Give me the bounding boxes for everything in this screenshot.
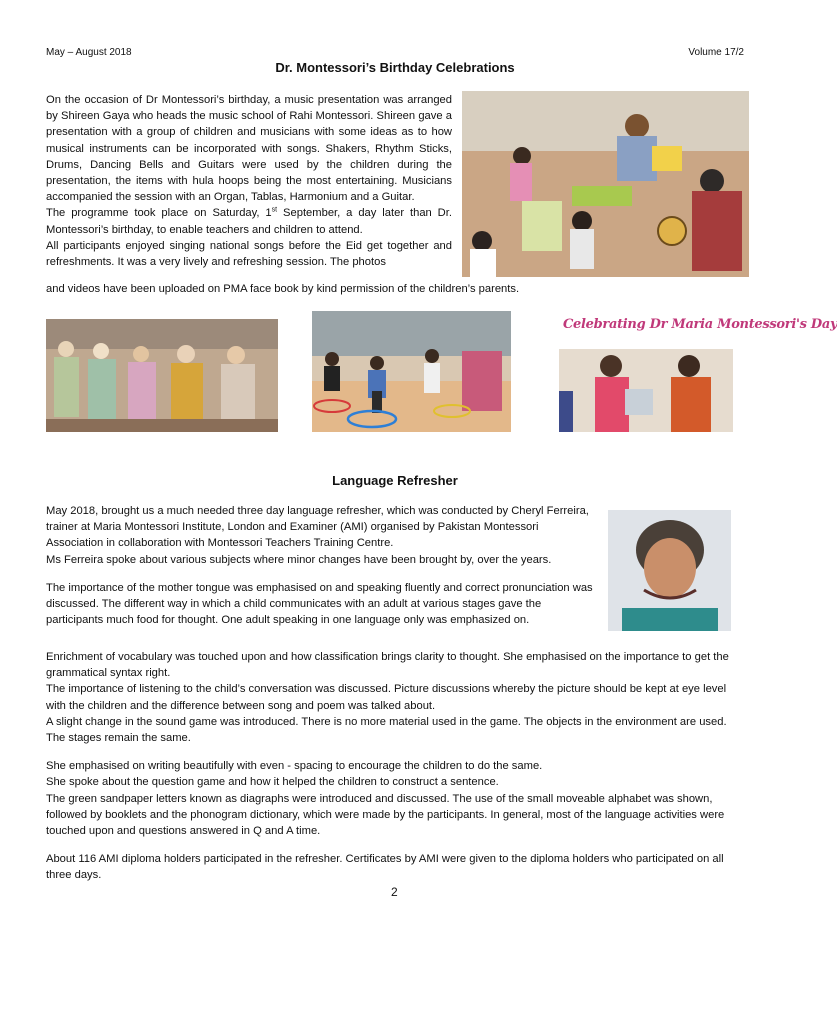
- birthday-text: [46, 92, 452, 270]
- photo-cheryl-ferreira: [608, 510, 731, 631]
- language-paragraph-9: The green sandpaper letters known as diagraphs were introduced and discussed. The use of the small moveable alphabet was shown, followed by booklets and the phonogram dictionary, which were made by the participants. In general, most of the language activities were touched upon and questions answered in Q and A time.: [46, 792, 725, 838]
- photo-celebrating-banner: [559, 311, 837, 432]
- language-paragraph-2: Ms Ferreira spoke about various subjects where minor changes have been brought by, over the years.: [46, 553, 552, 566]
- photo-music-session: [462, 91, 749, 277]
- language-text-top: [46, 503, 594, 628]
- header-date: May – August 2018: [46, 47, 132, 58]
- language-paragraph-8: She spoke about the question game and how it helped the children to construct a sentence.: [46, 776, 499, 789]
- section-title-birthday: Dr. Montessori’s Birthday Celebrations: [275, 60, 515, 75]
- banner-celebrating-text: Celebrating Dr Maria Montessori's Day: [563, 317, 837, 332]
- language-paragraph-5: The importance of listening to the child’s conversation was discussed. Picture discussions whereby the picture should be kept at eye level with the children and the difference between song and poem was talked about.: [46, 683, 727, 712]
- language-paragraph-4: Enrichment of vocabulary was touched upon and how classification brings clarity to thought. She emphasised on the importance to get the grammatical syntax right.: [46, 651, 729, 680]
- language-paragraph-6: A slight change in the sound game was introduced. There is no more material used in the game. The objects in the environment are used. The stages remain the same.: [46, 715, 727, 745]
- language-paragraph-7: She emphasised on writing beautifully with even - spacing to encourage the children to do the same.: [46, 760, 543, 773]
- birthday-paragraph-2: The programme took place on Saturday, 1st September, a day later than Dr. Montessori’s birthday, to enable teachers and children to attend.: [46, 206, 452, 236]
- section-title-language: Language Refresher: [332, 473, 458, 488]
- photo-audience-teachers: [46, 319, 278, 432]
- language-paragraph-1: May 2018, brought us a much needed three day language refresher, which was conducted by Cheryl Ferreira, trainer at Maria Montessori Institute, London and Examiner (AMI) organised by Pakistan Montessori Association in collaboration with Montessori Teachers Training Centre.: [46, 505, 589, 550]
- photo-hula-hoops: [312, 311, 511, 432]
- birthday-paragraph-3: All participants enjoyed singing national songs before the Eid get together and refreshments. It was a very lively and refreshing session. The photos: [46, 239, 452, 269]
- language-text-bottom: [46, 649, 746, 884]
- birthday-paragraph-1: On the occasion of Dr Montessori’s birthday, a music presentation was arranged by Shireen Gaya who heads the music school of Rahi Montessori. Shireen gave a presentation with a group of children and musicians with some ideas as to how musical instruments can be incorporated with songs. Shakers, Rhythm Sticks, Drums, Dancing Bells and Guitars were used by the children during the presentation, the items with hula hoops being the most entertaining. Musicians accompanied the session with an Organ, Tablas, Harmonium and a Guitar.: [46, 94, 452, 204]
- language-paragraph-10: About 116 AMI diploma holders participated in the refresher. Certificates by AMI were given to the diploma holders who participated on all three days.: [46, 853, 724, 882]
- language-paragraph-3: The importance of the mother tongue was emphasised on and speaking fluently and correct pronunciation was discussed. The different way in which a child communicates with an adult at various stages gave the participants much food for thought. One adult speaking in one language only was emphasized on.: [46, 581, 593, 627]
- page-number: 2: [391, 885, 398, 899]
- birthday-paragraph-3-end: and videos have been uploaded on PMA face book by kind permission of the children’s parents.: [46, 283, 520, 295]
- header-volume: Volume 17/2: [688, 47, 744, 58]
